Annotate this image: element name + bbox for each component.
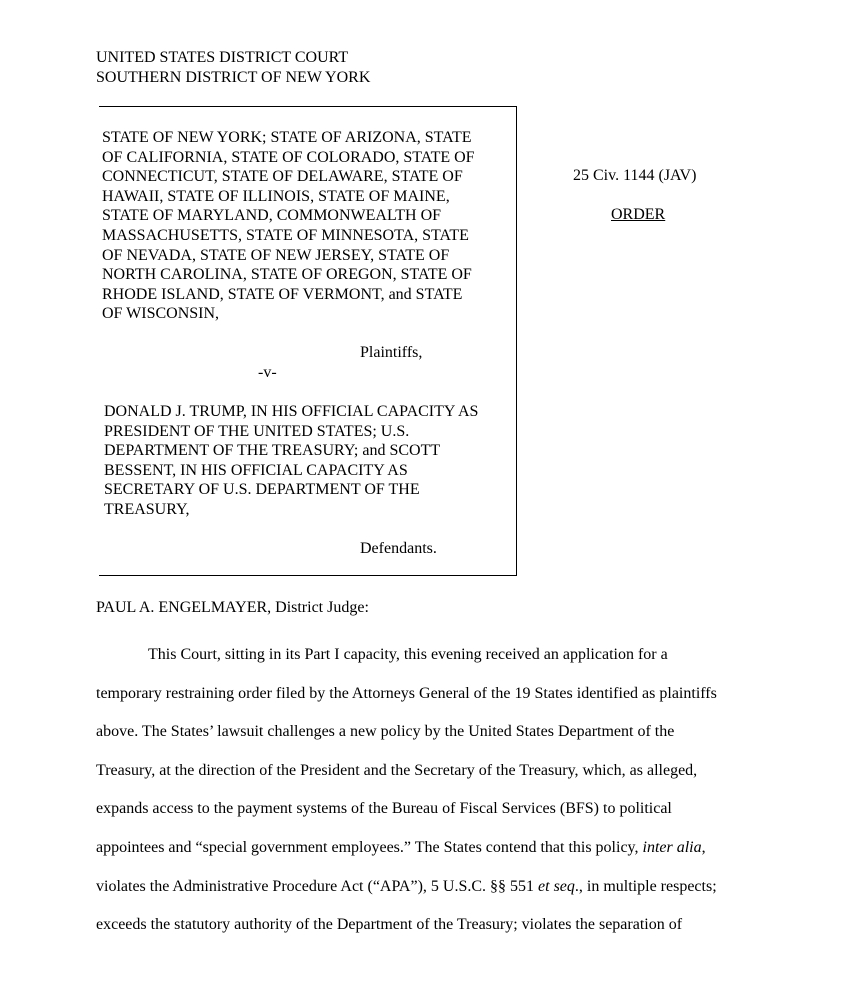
defendants-label: Defendants. <box>360 540 437 557</box>
italic-term: et seq <box>538 877 575 895</box>
body-line: This Court, sitting in its Part I capacity, this evening received an application for a <box>148 646 668 663</box>
court-name: UNITED STATES DISTRICT COURT <box>96 49 349 66</box>
body-line: temporary restraining order filed by the Attorneys General of the 19 States identified as plaintiffs <box>96 684 717 702</box>
case-number: 25 Civ. 1144 (JAV) <box>573 167 697 184</box>
versus-label: -v- <box>258 364 277 381</box>
judge-line: PAUL A. ENGELMAYER, District Judge: <box>96 599 369 616</box>
court-heading <box>96 48 370 88</box>
body-line: violates the Administrative Procedure Act (“APA”), 5 U.S.C. §§ 551 et seq., in multiple respects; <box>96 877 717 895</box>
court-district: SOUTHERN DISTRICT OF NEW YORK <box>96 69 371 86</box>
body-line: expands access to the payment systems of the Bureau of Fiscal Services (BFS) to political <box>96 800 672 818</box>
document-title: ORDER <box>611 206 666 223</box>
plaintiffs-list: STATE OF NEW YORK; STATE OF ARIZONA, STATE OF CALIFORNIA, STATE OF COLORADO, STATE OF CONNECTICUT, STATE OF DELAWARE, STATE OF HAWAII, STATE OF ILLINOIS, STATE OF MAINE, STATE OF MARYLAND, COMMONWEALTH OF MASSACHUSETTS, STATE OF MINNESOTA, STATE OF NEVADA, STATE OF NEW JERSEY, STATE OF NORTH CAROLINA, STATE OF OREGON, STATE OF RHODE ISLAND, STATE OF VERMONT, and STATE OF WISCONSIN, <box>102 129 475 323</box>
defendants-list: DONALD J. TRUMP, IN HIS OFFICIAL CAPACITY AS PRESIDENT OF THE UNITED STATES; U.S. DEPARTMENT OF THE TREASURY; and SCOTT BESSENT, IN HIS OFFICIAL CAPACITY AS SECRETARY OF U.S. DEPARTMENT OF THE TREASURY, <box>104 403 479 518</box>
italic-term: inter alia <box>642 838 702 856</box>
body-line: exceeds the statutory authority of the Department of the Treasury; violates the separation of <box>96 916 683 934</box>
body-line: Treasury, at the direction of the President and the Secretary of the Treasury, which, as alleged, <box>96 761 698 779</box>
order-body <box>96 636 761 945</box>
case-caption-box <box>99 106 517 576</box>
body-line: above. The States’ lawsuit challenges a new policy by the United States Department of the <box>96 723 675 741</box>
body-line: appointees and “special government employees.” The States contend that this policy, inter alia, <box>96 838 706 856</box>
plaintiffs-label: Plaintiffs, <box>360 344 423 361</box>
